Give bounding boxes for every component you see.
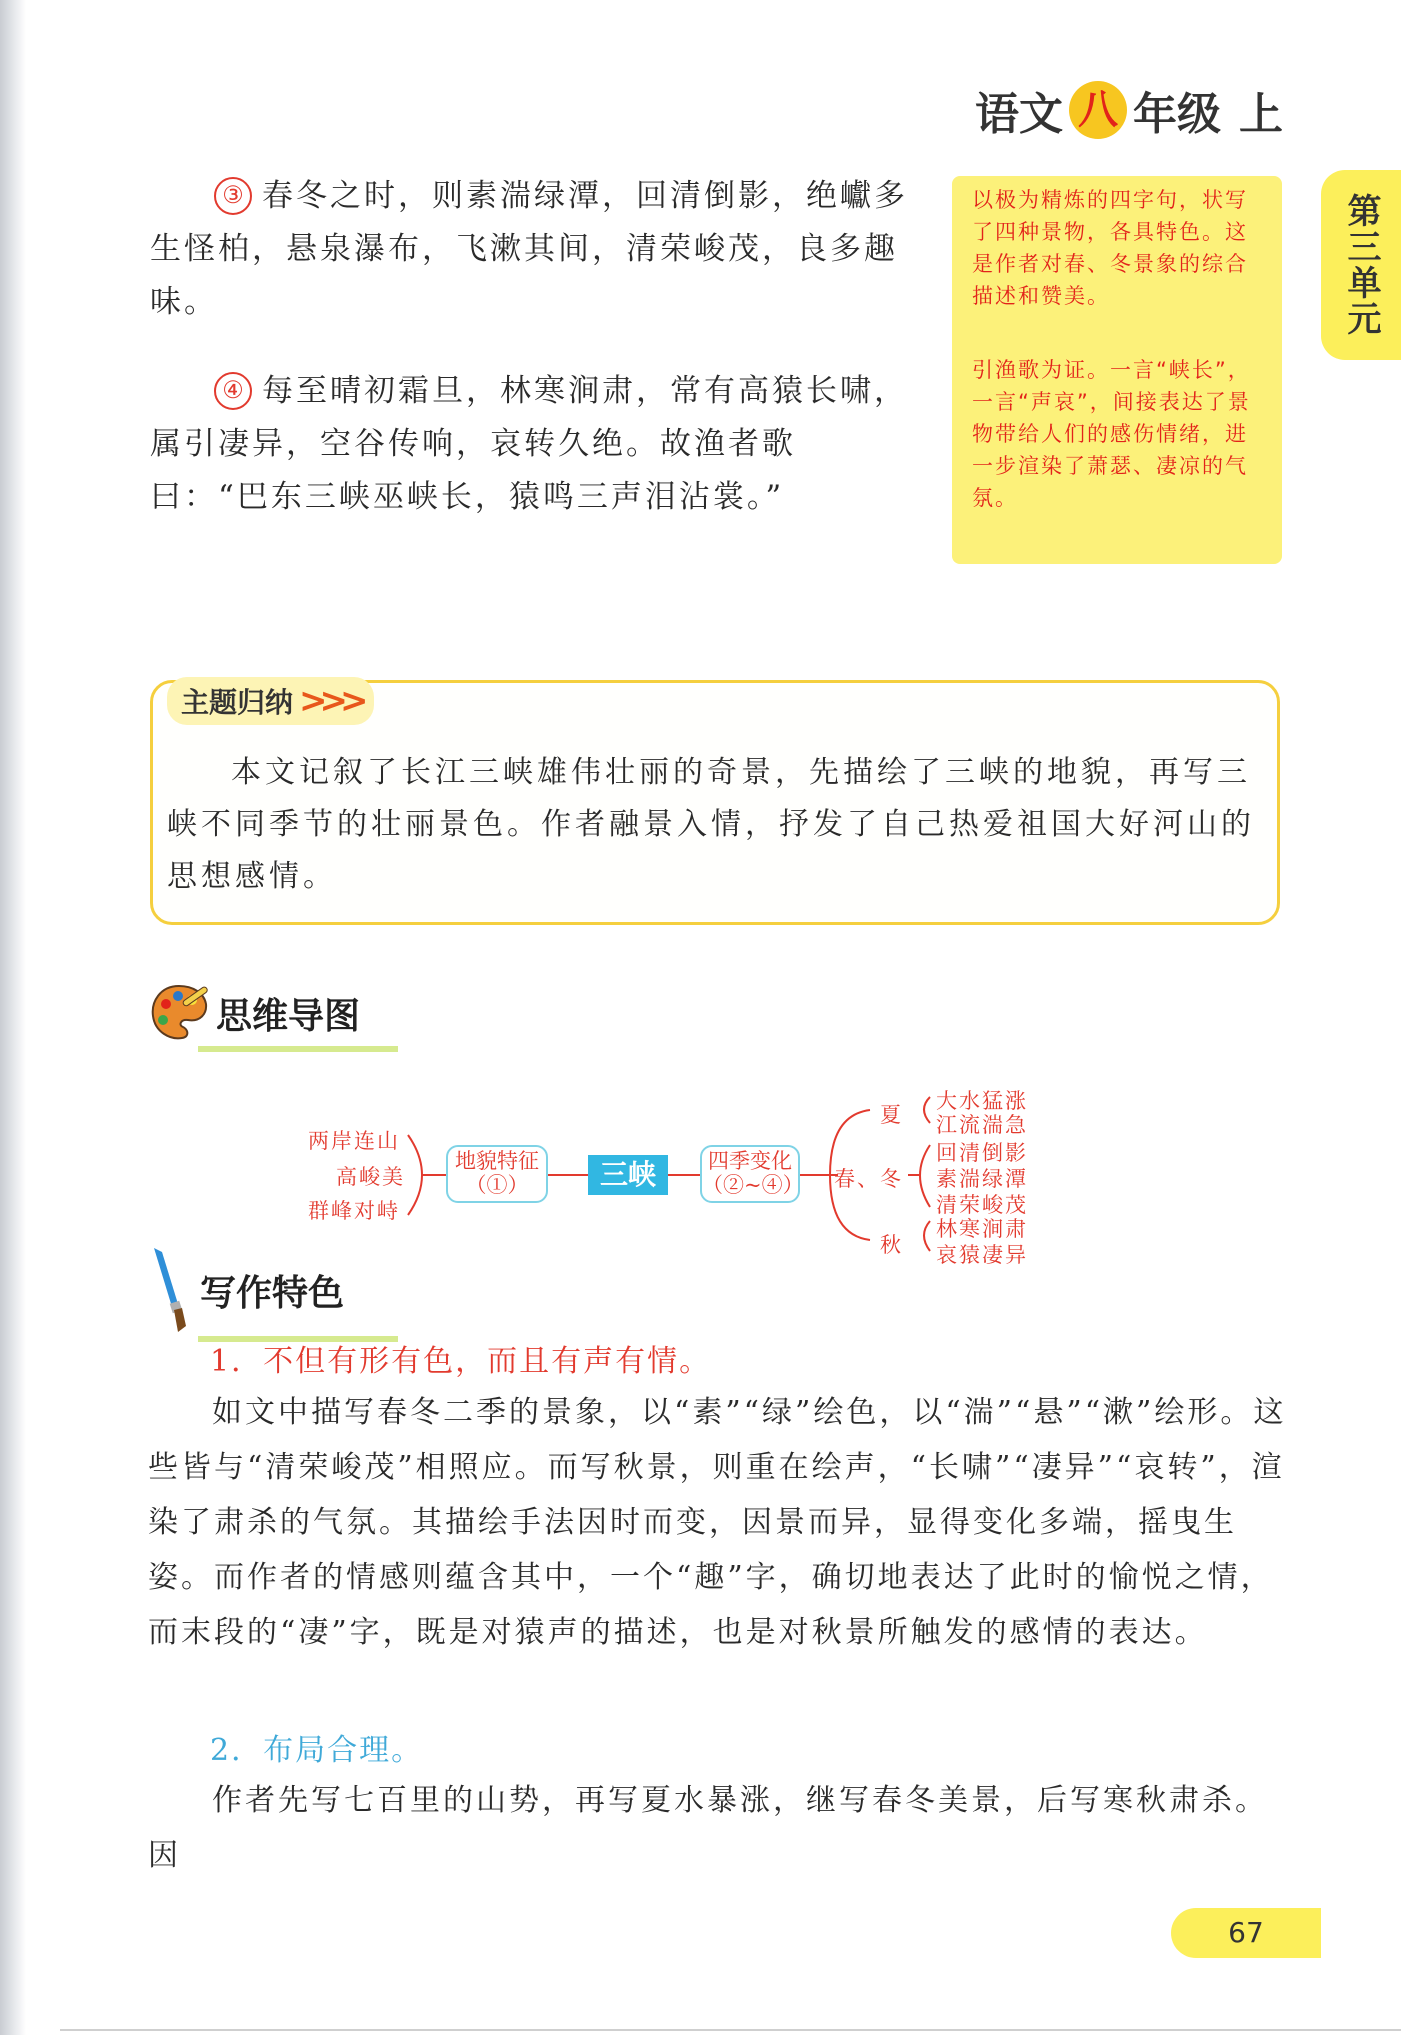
mindmap-left-item: 群峰对峙 bbox=[308, 1199, 400, 1223]
paragraph-4 bbox=[150, 365, 910, 524]
feature-1-title: 1．不但有形有色，而且有声有情。 bbox=[210, 1344, 712, 1379]
unit-tab: 第三单元 bbox=[1321, 170, 1401, 360]
feature-2-title: 2．布局合理。 bbox=[210, 1733, 424, 1768]
feature-2-text: 作者先写七百里的山势，再写夏水暴涨，继写春冬美景，后写寒秋肃杀。因 bbox=[148, 1783, 1268, 1873]
mindmap-node-terrain: 地貌特征 （①） bbox=[446, 1145, 548, 1203]
mindmap-heading-text: 思维导图 bbox=[216, 995, 361, 1037]
annotation-1: 以极为精炼的四字句，状写了四种景物，各具特色。这是作者对春、冬景象的综合描述和赞美。 bbox=[972, 188, 1248, 308]
mindmap-left-item: 高峻美 bbox=[336, 1165, 405, 1189]
feature-1-text: 如文中描写春冬二季的景象，以“素”“绿”绘色，以“湍”“悬”“漱”绘形。这些皆与“清荣峻茂”相照应。而写秋景，则重在绘声，“长啸”“凄异”“哀转”，渲染了肃杀的气氛。其描绘手法因时而变，因景而异，显得变化多端，摇曳生姿。而作者的情感则蕴含其中，一个“趣”字，确切地表达了此时的愉悦之情，而末段的“凄”字，既是对猿声的描述，也是对秋景所触发的感情的表达。 bbox=[148, 1395, 1287, 1650]
triple-arrow-icon: >>> bbox=[299, 681, 361, 721]
paragraph-text: 春冬之时，则素湍绿潭，回清倒影，绝巘多生怪柏，悬泉瀑布，飞漱其间，清荣峻茂，良多趣味。 bbox=[150, 178, 908, 320]
paragraph-number: ④ bbox=[214, 372, 252, 410]
mind-map bbox=[290, 1085, 1050, 1270]
paragraph-number: ③ bbox=[214, 177, 252, 215]
page-number: 67 bbox=[1171, 1908, 1321, 1958]
annotation-2: 引渔歌为证。一言“峡长”，一言“声哀”，间接表达了景物带给人们的感伤情绪，进一步渲染了萧瑟、凄凉的气氛。 bbox=[972, 358, 1251, 510]
palette-icon bbox=[148, 982, 210, 1044]
mindmap-leaf: 林寒涧肃 bbox=[936, 1217, 1028, 1241]
mindmap-leaf: 回清倒影 bbox=[936, 1141, 1028, 1165]
paragraph-3 bbox=[150, 170, 910, 329]
page-header bbox=[975, 78, 1283, 142]
mindmap-season-spring-winter: 春、冬 bbox=[834, 1167, 903, 1191]
mindmap-heading bbox=[148, 982, 360, 1044]
bottom-divider bbox=[60, 2029, 1401, 2031]
mindmap-center: 三峡 bbox=[588, 1155, 668, 1195]
grade-badge: 八 bbox=[1069, 81, 1127, 139]
writing-heading bbox=[148, 1246, 344, 1334]
mindmap-leaf: 大水猛涨 bbox=[936, 1089, 1028, 1113]
writing-heading-text: 写作特色 bbox=[200, 1272, 345, 1314]
paragraph-text: 每至晴初霜旦，林寒涧肃，常有高猿长啸，属引凄异，空谷传响，哀转久绝。故渔者歌曰：“巴东三峡巫峡长，猿鸣三声泪沾裳。” bbox=[150, 373, 908, 515]
paintbrush-icon bbox=[148, 1246, 196, 1334]
mindmap-node-seasons: 四季变化 （②~④） bbox=[700, 1145, 800, 1203]
mindmap-season-summer: 夏 bbox=[880, 1103, 903, 1127]
mindmap-left-item: 两岸连山 bbox=[308, 1129, 400, 1153]
mindmap-season-autumn: 秋 bbox=[880, 1233, 903, 1257]
page-edge bbox=[0, 0, 26, 2035]
theme-label-text: 主题归纳 bbox=[181, 686, 294, 719]
grade-suffix: 年级 bbox=[1133, 89, 1221, 140]
mindmap-leaf: 江流湍急 bbox=[936, 1113, 1028, 1137]
theme-text: 本文记叙了长江三峡雄伟壮丽的奇景，先描绘了三峡的地貌，再写三峡不同季节的壮丽景色。作者融景入情，抒发了自己热爱祖国大好河山的思想感情。 bbox=[167, 755, 1255, 894]
annotation-note bbox=[952, 176, 1282, 564]
mindmap-leaf: 素湍绿潭 bbox=[936, 1167, 1028, 1191]
mindmap-leaf: 清荣峻茂 bbox=[936, 1193, 1028, 1217]
theme-summary-box bbox=[150, 680, 1280, 925]
theme-label bbox=[167, 677, 374, 725]
subject-label: 语文 bbox=[975, 89, 1063, 140]
mindmap-leaf: 哀猿凄异 bbox=[936, 1243, 1028, 1267]
volume-label: 上 bbox=[1239, 89, 1283, 140]
